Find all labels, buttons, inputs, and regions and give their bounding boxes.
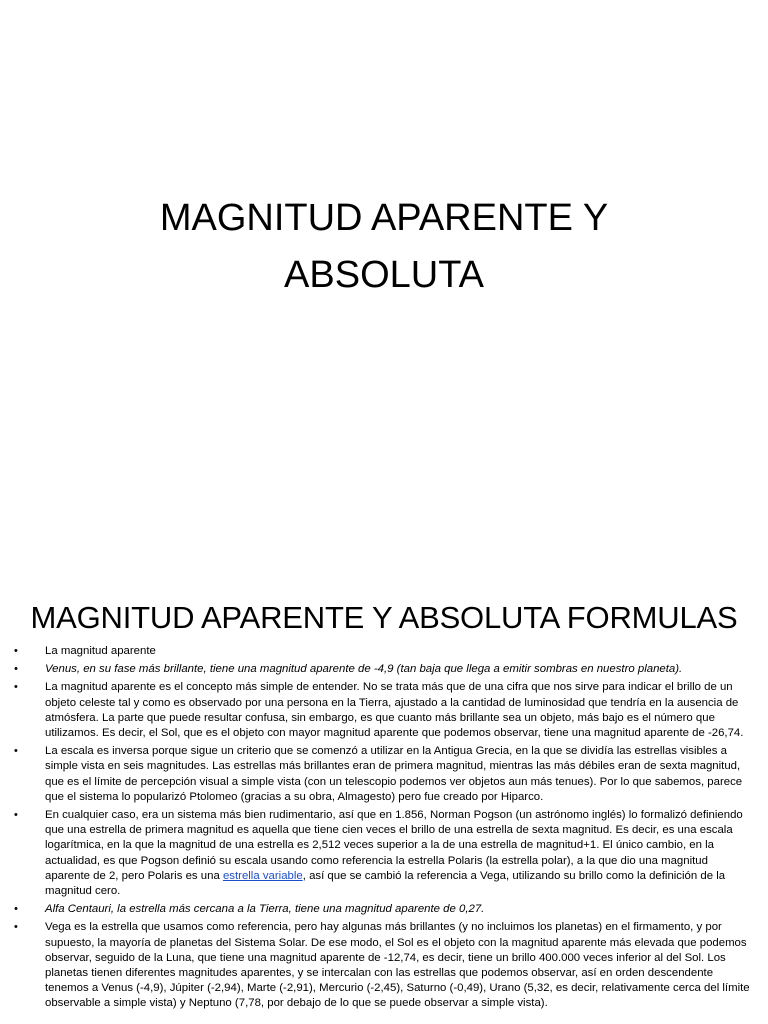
bullet-dot: • xyxy=(14,645,18,657)
bullet-dot: • xyxy=(14,681,18,694)
bullet-item xyxy=(0,808,768,899)
bullet-dot: • xyxy=(14,663,18,676)
estrella-variable-link[interactable]: estrella variable xyxy=(222,869,303,882)
bullet-item xyxy=(0,662,768,677)
bullet-text: , así que se cambió la referencia a Vega, utilizando su brillo como la definición de la magnitud cero. xyxy=(45,869,726,898)
bullet-item xyxy=(0,920,768,1011)
bullet-dot: • xyxy=(14,903,18,916)
bullet-item xyxy=(0,744,768,805)
slide-title: MAGNITUD APARENTE Y ABSOLUTA xyxy=(159,197,609,296)
bullet-item xyxy=(0,680,768,741)
bullet-text: La magnitud aparente es el concepto más simple de entender. No se trata más que de una cifra que nos sirve para indicar el brillo de un objeto celeste tal y como es observado por una persona en la Tierra, ajustado a la cantidad de luminosidad que tendría en la ausencia de atmósfera. La parte que puede resultar confusa, sin embargo, es que cuanto más brillante sea un objeto, más bajo es el número que utilizamos. Es decir, el Sol, que es el objeto con mayor magnitud aparente que podemos observar, tiene una magnitud aparente de -26,74. xyxy=(45,681,744,740)
bullet-text: La magnitud aparente xyxy=(45,645,156,657)
section-title: MAGNITUD APARENTE Y ABSOLUTA FORMULAS xyxy=(30,600,738,635)
bullet-list xyxy=(0,644,768,1015)
bullet-item xyxy=(0,902,768,917)
bullet-text: Alfa Centauri, la estrella más cercana a la Tierra, tiene una magnitud aparente de 0,27. xyxy=(45,903,485,916)
bullet-text: Venus, en su fase más brillante, tiene una magnitud aparente de -4,9 (tan baja que llega a emitir sombras en nuestro planeta). xyxy=(45,663,683,676)
bullet-dot: • xyxy=(14,809,18,822)
bullet-text: En cualquier caso, era un sistema más bien rudimentario, así que en 1.856, Norman Pogson (un astrónomo inglés) lo formalizó definiendo que una estrella de primera magnitud es aquella que tiene cien veces el brillo de una estrella de sexta magnitud. Es decir, es una escala logarítmica, en la que la magnitud de una estrella es 2,512 veces superior a la de una estrella de magnitud+1. El único cambio, en la actualidad, es que Pogson definió su escala usando como referencia la estrella Polaris (la estrella polar), a la que dio una magnitud aparente de 2, pero Polaris es una xyxy=(45,809,743,882)
bullet-text: Vega es la estrella que usamos como referencia, pero hay algunas más brillantes (y no incluimos los planetas) en el firmamento, y por supuesto, la mayoría de planetas del Sistema Solar. De ese modo, el Sol es el objeto con la magnitud aparente más elevada que podemos observar, seguido de la Luna, que tiene una magnitud aparente de -12,74, es decir, tiene un brillo 400.000 veces inferior al del Sol. Los planetas tienen diferentes magnitudes aparentes, y se intercalan con las estrellas que podemos observar, así en orden descendente tenemos a Venus (-4,9), Júpiter (-2,94), Marte (-2,91), Mercurio (-2,45), Saturno (-0,49), Urano (5,32, es decir, relativamente cerca del límite observable a simple vista) y Neptuno (7,78, por debajo de lo que se puede observar a simple vista). xyxy=(45,921,750,1010)
bullet-text: La escala es inversa porque sigue un criterio que se comenzó a utilizar en la Antigua Grecia, en la que se dividía las estrellas visibles a simple vista en seis magnitudes. Las estrellas más brillantes eran de primera magnitud, mientras las más débiles eran de sexta magnitud, que es el límite de percepción visual a simple vista (con un telescopio podemos ver objetos aun más tenues). Por lo que sabemos, parece que el sistema lo popularizó Ptolomeo (gracias a su obra, Almagesto) pero fue creado por Hiparco. xyxy=(45,745,743,803)
bullet-dot: • xyxy=(14,921,18,934)
bullet-item xyxy=(0,644,768,659)
bullet-dot: • xyxy=(14,745,18,758)
